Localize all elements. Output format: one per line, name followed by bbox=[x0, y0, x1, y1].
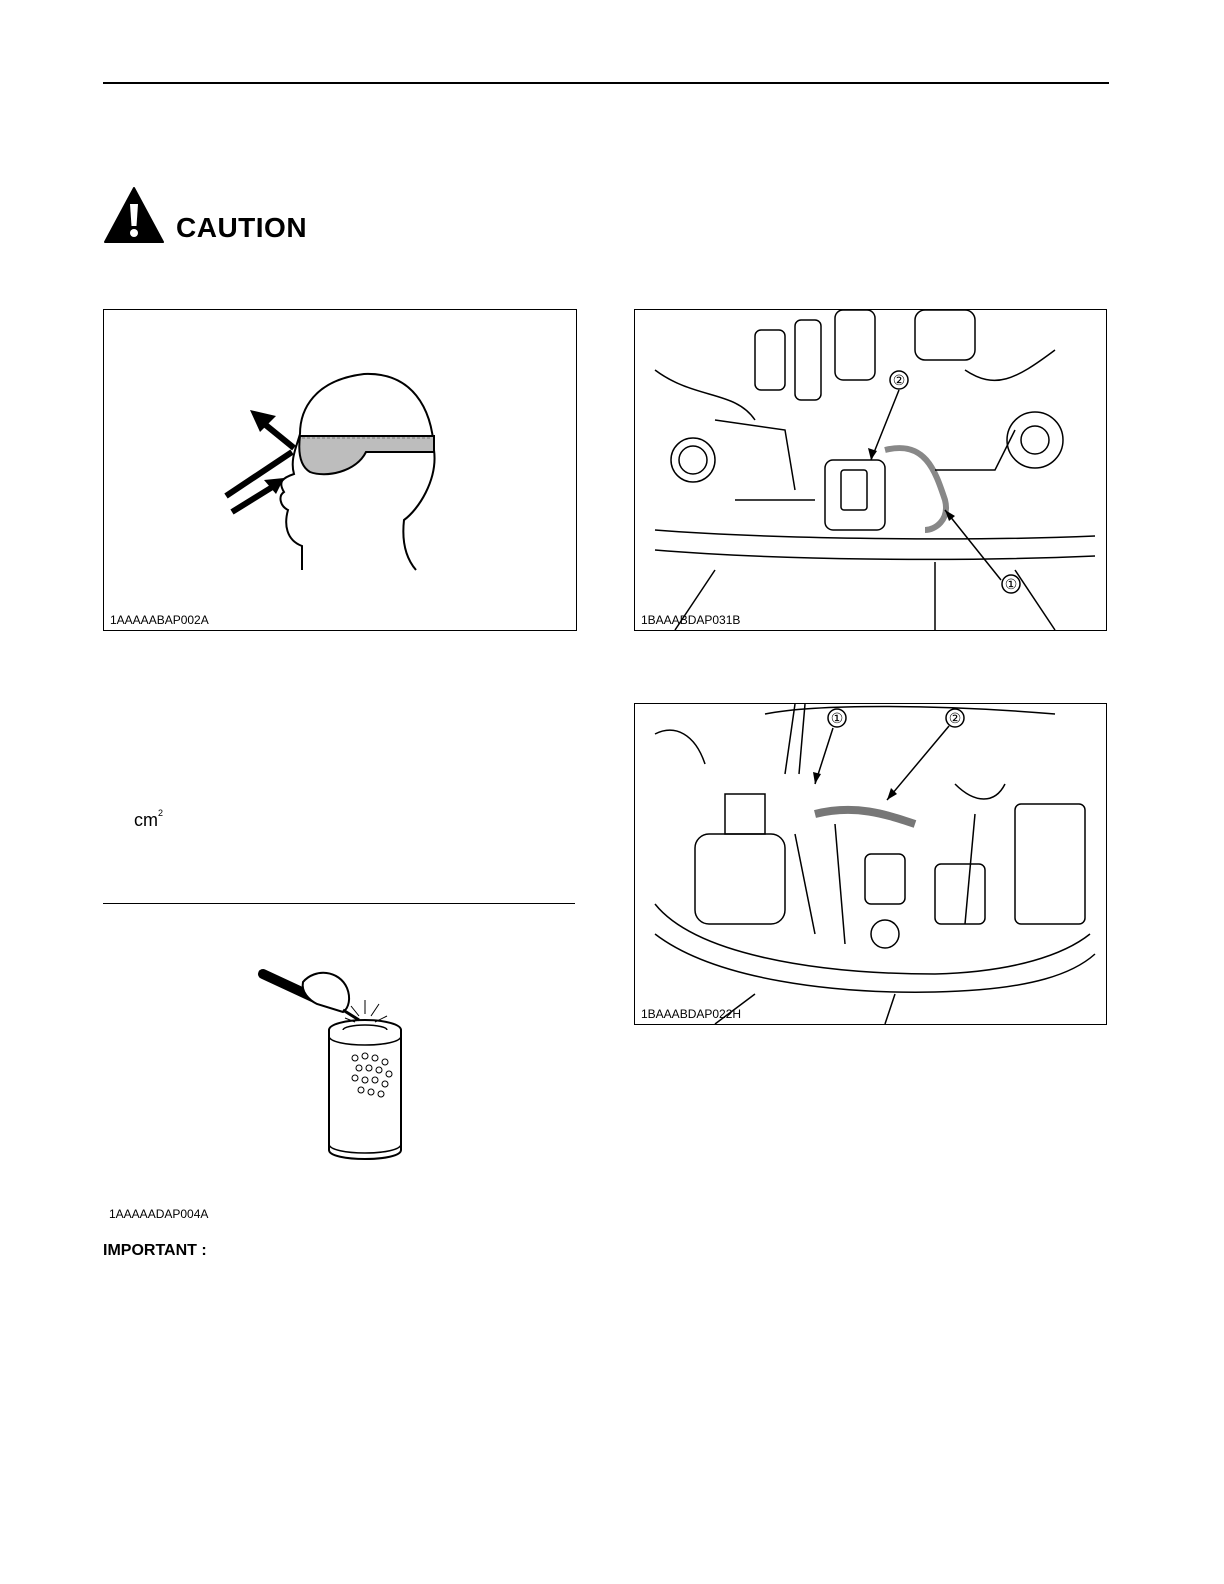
callout-1: ① bbox=[830, 710, 844, 726]
figure-code: 1BAAABDAP031B bbox=[641, 613, 741, 627]
header-rule bbox=[103, 82, 1109, 84]
unit-exponent: 2 bbox=[158, 808, 164, 818]
engine-top-illustration bbox=[635, 310, 1106, 630]
figure-filter-cleaning bbox=[103, 903, 575, 1224]
figure-safety-goggles bbox=[103, 309, 577, 631]
warning-triangle-icon bbox=[103, 186, 165, 244]
filter-cleaning-illustration bbox=[103, 904, 575, 1224]
figure-code: 1BAAABDAP022H bbox=[641, 1007, 742, 1021]
figure-code: 1AAAAABAP002A bbox=[110, 613, 209, 627]
unit-base: cm bbox=[134, 810, 158, 830]
caution-label: CAUTION bbox=[176, 212, 308, 243]
figure-engine-side bbox=[634, 703, 1107, 1025]
important-label: IMPORTANT : bbox=[103, 1242, 207, 1259]
callout-2: ② bbox=[948, 710, 962, 726]
goggles-head-illustration bbox=[104, 310, 576, 630]
callout-1: ① bbox=[1004, 576, 1018, 592]
engine-side-illustration bbox=[635, 704, 1106, 1024]
unit-cm2 bbox=[134, 808, 163, 831]
callout-2: ② bbox=[892, 372, 906, 388]
figure-code: 1AAAAADAP004A bbox=[109, 1207, 209, 1221]
figure-engine-top bbox=[634, 309, 1107, 631]
